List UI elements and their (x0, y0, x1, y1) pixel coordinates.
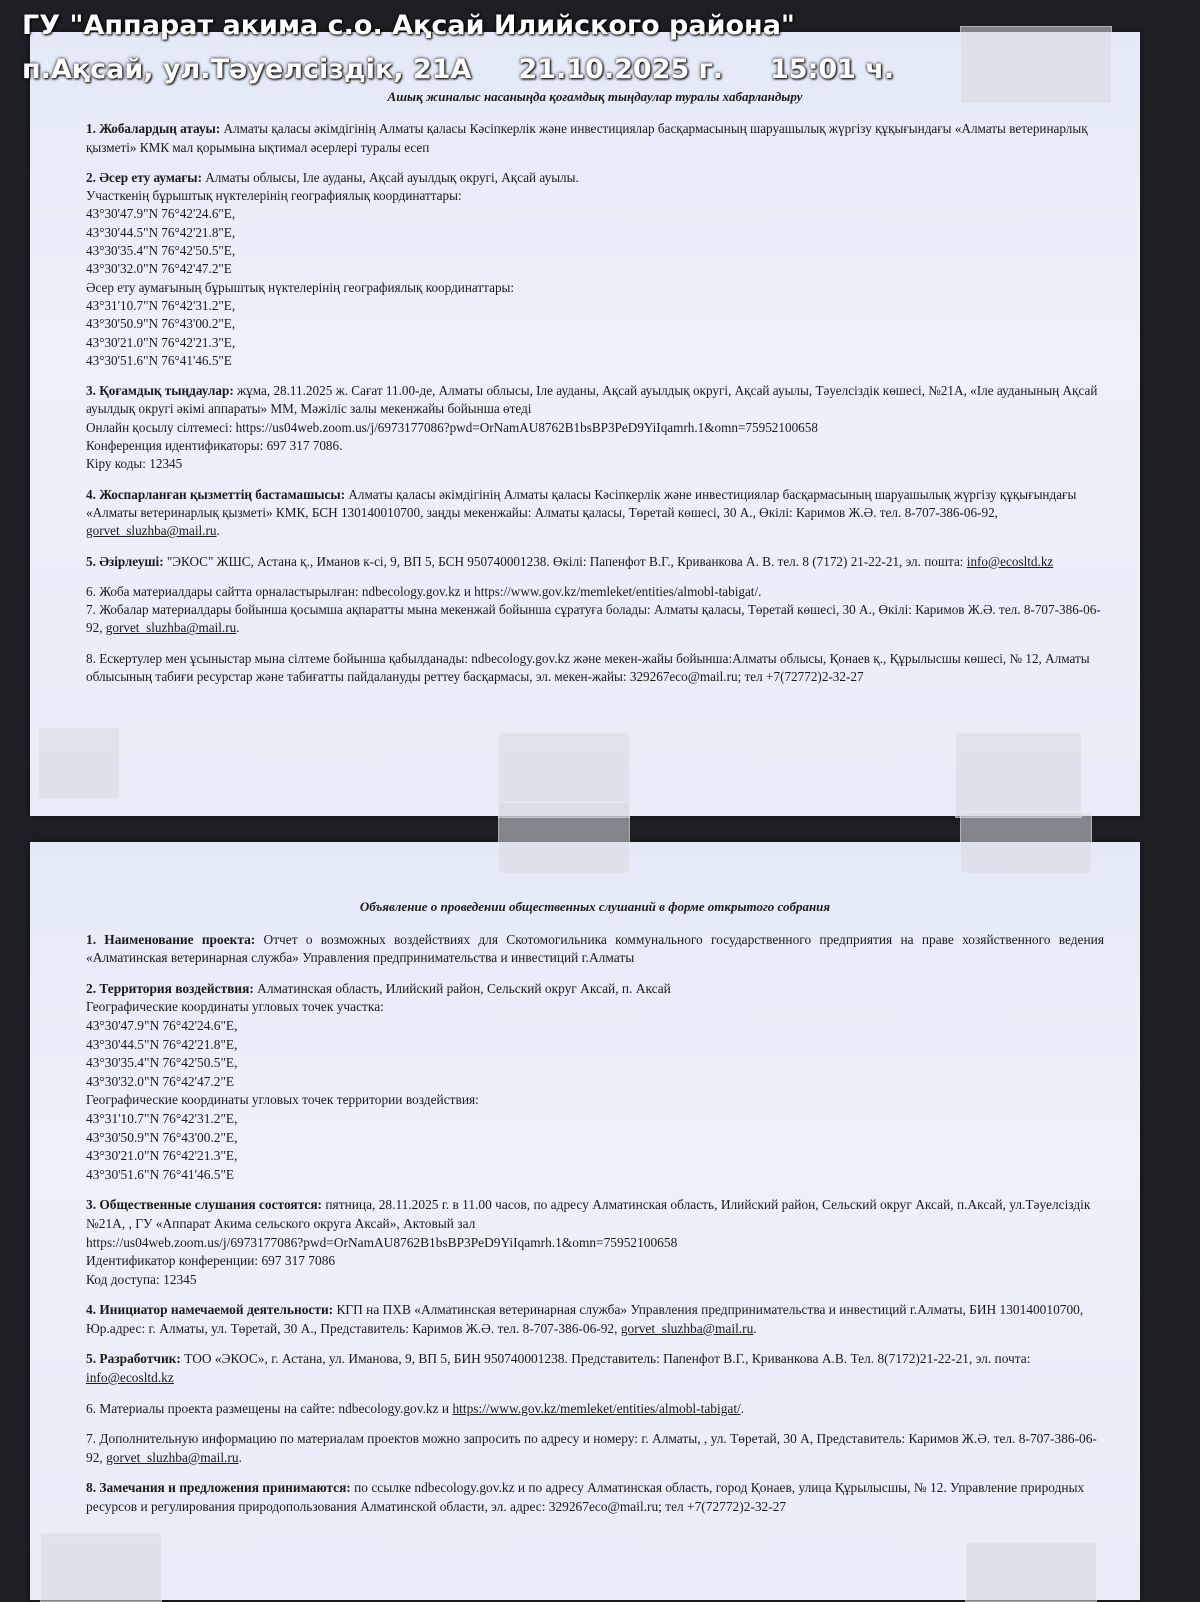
coordinate: 43°30'21.0"N 76°42'21.3"E, (86, 1148, 238, 1164)
coordinate: 43°30'51.6"N 76°41'46.5"E (86, 352, 232, 368)
section-label: 5. Әзірлеуші: (86, 553, 164, 569)
notice-sheet-russian (30, 842, 1140, 1600)
notice-body-russian (86, 898, 1104, 1529)
section-label: 4. Инициатор намечаемой деятельности: (86, 1302, 334, 1318)
coords-heading: Географические координаты угловых точек территории воздействия: (86, 1092, 479, 1108)
email-link[interactable]: gorvet_sluzhba@mail.ru (106, 1449, 239, 1465)
section-text: Алматы қаласы әкімдігінің Алматы қаласы Кәсіпкерлік және инвестициялар басқармасының шаруашылық жүргізу құқығындағы «Алматы ветеринарлық қызметі» КМК, БСН 130140010700, заңды мекенжайы: Алматы қаласы, Төретай көшесі, 30 А., Өкілі: Каримов Ж.Ә. тел. 8-707-386-06-92, (86, 486, 1077, 520)
section-6-7: 6. Жоба материалдары сайтта орналастырылған: ndbecology.gov.kz и https://www.gov.kz/memleket/entities/almobl-tabigat/. 7. Жобалар материалдары бойынша қосымша ақпаратты мына мекенжай бойынша сұратуға болады: Алматы қаласы, Төретай көшесі, 30 А., Өкілі: Каримов Ж.Ә. тел. 8-707-386-06-92, gorvet_sluzhba@mail.ru. (86, 583, 1104, 638)
access-code: Кіру коды: 12345 (86, 456, 183, 472)
section-label: 3. Қоғамдық тыңдаулар: (86, 383, 234, 399)
access-code: Код доступа: 12345 (86, 1271, 197, 1287)
section-1 (86, 120, 1104, 157)
section-text: Алматы қаласы әкімдігінің Алматы қаласы Кәсіпкерлік және инвестициялар басқармасының шаруашылық жүргізу құқығындағы «Алматы ветеринарлық қызметі» КМК мал қорымына ықтимал әсерлері туралы есеп (86, 121, 1088, 155)
notice-sheet-kazakh (30, 32, 1140, 816)
section-label: 1. Жобалардың атауы: (86, 121, 221, 137)
tape-strip (965, 1542, 1097, 1602)
coordinate: 43°30'51.6"N 76°41'46.5"E (86, 1166, 235, 1182)
coords-heading: Участкенің бұрыштық нүктелерінің географиялық координаттары: (86, 188, 462, 204)
section-6-text: 6. Материалы проекта размещены на сайте: ndbecology.gov.kz и (86, 1400, 450, 1416)
section-text: Отчет о возможных воздействиях для Скотомогильника коммунального государственного предприятия на праве хозяйственного ведения «Алматинская ветеринарная служба» Управления предпринимательства и инвестиций г.Алматы (86, 931, 1104, 966)
email-link[interactable]: gorvet_sluzhba@mail.ru (620, 1320, 754, 1336)
email-link[interactable]: info@ecosltd.kz (966, 553, 1054, 569)
coordinate: 43°30'47.9"N 76°42'24.6"E, (86, 206, 236, 222)
tape-strip (955, 732, 1082, 818)
section-7-text: 7. Дополнительную информацию по материалам проектов можно запросить по адресу и номеру: г. Алматы, , ул. Төретай, 30 А, Представитель: Каримов Ж.Ә. тел. 8-707-386-06-92, (86, 1431, 1097, 1465)
photo-caption (22, 4, 894, 92)
section-label: 3. Общественные слушания состоятся: (86, 1197, 323, 1213)
coordinate: 43°30'35.4"N 76°42'50.5"E, (86, 1055, 238, 1071)
coords-heading: Әсер ету аумағының бұрыштық нүктелерінің географиялық координаттары: (86, 279, 515, 295)
section-text: КГП на ПХВ «Алматинская ветеринарная служба» Управления предпринимательства и инвестиций г.Алматы, БИН 130140010700, Юр.адрес: г. Алматы, ул. Төретай, 30 А., Представитель: Каримов Ж.Ә. тел. 8-707-386-06-92, (86, 1302, 1084, 1336)
section-text: по ссылке ndbecology.gov.kz и по адресу Алматинская область, город Қонаев, улица Құрылысшы, № 12. Управление природных ресурсов и регулирования природопользования Алматинской области, эл. адрес: 329267eco@mail.ru; тел +7(72772)2-32-27 (86, 1480, 1085, 1515)
section-8 (86, 650, 1104, 687)
section-5 (86, 553, 1104, 571)
section-label: 8. Замечания и предложения принимаются: (86, 1480, 351, 1496)
section-text: "ЭКОС" ЖШС, Астана қ., Иманов к-сі, 9, ВП 5, БСН 950740001238. Өкілі: Папенфот В.Г., Криванкова А. В. тел. 8 (7172) 21-22-21, эл. пошта: (166, 553, 964, 569)
section-2 (86, 169, 1104, 370)
coords-heading: Географические координаты угловых точек участка: (86, 999, 384, 1015)
coordinate: 43°30'47.9"N 76°42'24.6"E, (86, 1017, 238, 1033)
notice-title: Ашық жиналыс насаныңда қоғамдық тыңдаулар туралы хабарландыру (387, 89, 803, 104)
coordinate: 43°30'50.9"N 76°43'00.2"E, (86, 1129, 238, 1145)
section-6-text: 6. Жоба материалдары сайтта орналастырылған: ndbecology.gov.kz и https://www.gov.kz/memleket/entities/almobl-tabigat/. (86, 583, 762, 599)
section-label: 2. Әсер ету аумағы: (86, 169, 202, 185)
notice-title: Объявление о проведении общественных слушаний в форме открытого собрания (359, 899, 831, 914)
section-8 (86, 1479, 1104, 1516)
section-text: пятница, 28.11.2025 г. в 11.00 часов, по адресу Алматинская область, Илийский район, Сельский округ Аксай, п.Аксай, ул.Тәуелсіздік №21А, , ГУ «Аппарат Акима сельского округа Аксай», Актовый зал (86, 1197, 1091, 1231)
section-1 (86, 931, 1104, 968)
email-link[interactable]: gorvet_sluzhba@mail.ru (86, 523, 217, 539)
section-text: Алматинская область, Илийский район, Сельский округ Аксай, п. Аксай (257, 980, 671, 996)
section-3 (86, 1196, 1104, 1289)
section-label: 5. Разработчик: (86, 1351, 181, 1367)
coordinate: 43°31'10.7"N 76°42'31.2"E, (86, 1110, 238, 1126)
tape-strip (38, 727, 120, 799)
email-link[interactable]: info@ecosltd.kz (86, 1370, 174, 1386)
section-6: 6. Материалы проекта размещены на сайте: ndbecology.gov.kz и https://www.gov.kz/memleket/entities/almobl-tabigat/. (86, 1400, 745, 1416)
coordinate: 43°30'32.0"N 76°42'47.2"E (86, 1073, 235, 1089)
section-7: 7. Дополнительную информацию по материалам проектов можно запросить по адресу и номеру: г. Алматы, , ул. Төретай, 30 А, Представитель: Каримов Ж.Ә. тел. 8-707-386-06-92, gorvet_sluzhba@mail.ru. (86, 1431, 1097, 1465)
section-label: 1. Наименование проекта: (86, 931, 256, 947)
section-7-text: 7. Жобалар материалдары бойынша қосымша ақпаратты мына мекенжай бойынша сұратуға болады: Алматы қаласы, Төретай көшесі, 30 А., Өкілі: Каримов Ж.Ә. тел. 8-707-386-06-92, (86, 602, 1101, 636)
coordinate: 43°30'21.0"N 76°42'21.3"E, (86, 334, 236, 350)
conference-id: Конференция идентификаторы: 697 317 7086. (86, 438, 343, 454)
coordinate: 43°30'50.9"N 76°43'00.2"E, (86, 316, 236, 332)
website-link[interactable]: https://www.gov.kz/memleket/entities/almobl-tabigat/ (452, 1400, 741, 1416)
tape-strip (498, 802, 630, 874)
section-text: ТОО «ЭКОС», г. Астана, ул. Иманова, 9, ВП 5, БИН 950740001238. Представитель: Папенфот В.Г., Криванкова А.В. Тел. 8(7172)21-22-21, эл. почта: (184, 1351, 1031, 1367)
notice-body-kazakh (86, 88, 1104, 698)
zoom-link-line: https://us04web.zoom.us/j/6973177086?pwd=OrNamAU8762B1bsBP3PeD9YiIqamrh.1&omn=75952100658 (86, 1234, 678, 1250)
section-text: Алматы облысы, Іле ауданы, Ақсай ауылдық округі, Ақсай ауылы. (205, 169, 579, 185)
section-4: 4. Инициатор намечаемой деятельности: КГП на ПХВ «Алматинская ветеринарная служба» Управления предпринимательства и инвестиций г.Алматы, БИН 130140010700, Юр.адрес: г. Алматы, ул. Төретай, 30 А., Представитель: Каримов Ж.Ә. тел. 8-707-386-06-92, gorvet_sluzhba@mail.ru. (86, 1302, 1084, 1336)
section-5 (86, 1350, 1104, 1387)
caption-line-1: ГУ "Аппарат акима с.о. Ақсай Илийского района" (22, 10, 795, 41)
coordinate: 43°30'44.5"N 76°42'21.8"E, (86, 1036, 238, 1052)
zoom-link-line: Онлайн қосылу сілтемесі: https://us04web.zoom.us/j/6973177086?pwd=OrNamAU8762B1bsBP3PeD9YiIqamrh.1&omn=75952100658 (86, 419, 818, 435)
tape-strip (960, 812, 1092, 874)
coordinate: 43°30'35.4"N 76°42'50.5"E, (86, 243, 236, 259)
coordinate: 43°31'10.7"N 76°42'31.2"E, (86, 297, 236, 313)
section-8-text: 8. Ескертулер мен ұсыныстар мына сілтеме бойынша қабылданады: ndbecology.gov.kz және мекен-жайы бойынша:Алматы облысы, Қонаев қ., Құрылысшы көшесі, № 12, Алматы облысының табиғи ресурстар және табиғатты пайдалануды реттеу басқармасы, эл. мекен-жайы: 329267eco@mail.ru; тел +7(72772)2-32-27 (86, 650, 1090, 685)
conference-id: Идентификатор конференции: 697 317 7086 (86, 1253, 336, 1269)
coordinate: 43°30'44.5"N 76°42'21.8"E, (86, 224, 236, 240)
caption-line-2: п.Ақсай, ул.Тәуелсіздік, 21А 21.10.2025 г. 15:01 ч. (22, 54, 895, 85)
section-3 (86, 382, 1104, 473)
section-4: 4. Жоспарланған қызметтің бастамашысы: Алматы қаласы әкімдігінің Алматы қаласы Кәсіпкерлік және инвестициялар басқармасының шаруашылық жүргізу құқығындағы «Алматы ветеринарлық қызметі» КМК, БСН 130140010700, заңды мекенжайы: Алматы қаласы, Төретай көшесі, 30 А., Өкілі: Каримов Ж.Ә. тел. 8-707-386-06-92, gorvet_sluzhba@mail.ru. (86, 486, 1077, 539)
coordinate: 43°30'32.0"N 76°42'47.2"E (86, 261, 232, 277)
email-link[interactable]: gorvet_sluzhba@mail.ru (105, 620, 237, 636)
section-label: 4. Жоспарланған қызметтің бастамашысы: (86, 486, 346, 502)
section-text: жұма, 28.11.2025 ж. Сағат 11.00-де, Алматы облысы, Іле ауданы, Ақсай ауылдық округі, Ақсай ауылы, Тәуелсіздік көшесі, №21А, «Іле ауданының Ақсай ауылдық округі әкімі аппараты» ММ, Мәжіліс залы мекенжайы бойынша өтеді (86, 383, 1098, 417)
tape-strip (40, 1532, 162, 1602)
section-2 (86, 980, 1104, 1185)
section-label: 2. Территория воздействия: (86, 980, 254, 996)
